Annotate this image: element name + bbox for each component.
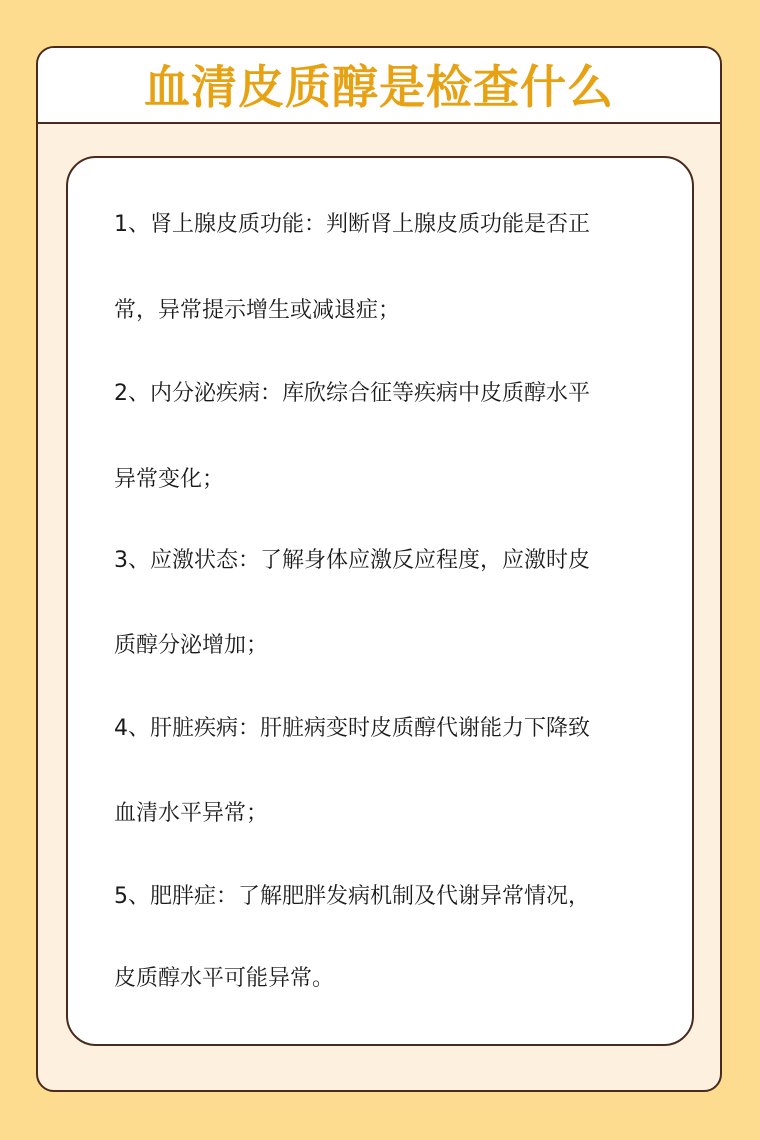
item-4-line-2: 血清水平异常；: [114, 801, 269, 826]
item-1-line-1: 1、肾上腺皮质功能：判断肾上腺皮质功能是否正: [114, 212, 590, 237]
item-5-line-1: 5、肥胖症：了解肥胖发病机制及代谢异常情况，: [114, 884, 590, 909]
title-bar: [38, 48, 720, 124]
content-card: [66, 156, 694, 1046]
item-2-line-2: 异常变化；: [114, 467, 225, 492]
item-4-line-1: 4、肝脏疾病：肝脏病变时皮质醇代谢能力下降致: [114, 716, 590, 741]
item-2-line-1: 2、内分泌疾病：库欣综合征等疾病中皮质醇水平: [114, 381, 590, 406]
page-title: 血清皮质醇是检查什么: [144, 60, 614, 114]
item-5-line-2: 皮质醇水平可能异常。: [114, 966, 335, 991]
item-1-line-2: 常，异常提示增生或减退症；: [114, 298, 401, 323]
item-3-line-1: 3、应激状态：了解身体应激反应程度，应激时皮: [114, 548, 590, 573]
item-3-line-2: 质醇分泌增加；: [114, 633, 269, 658]
